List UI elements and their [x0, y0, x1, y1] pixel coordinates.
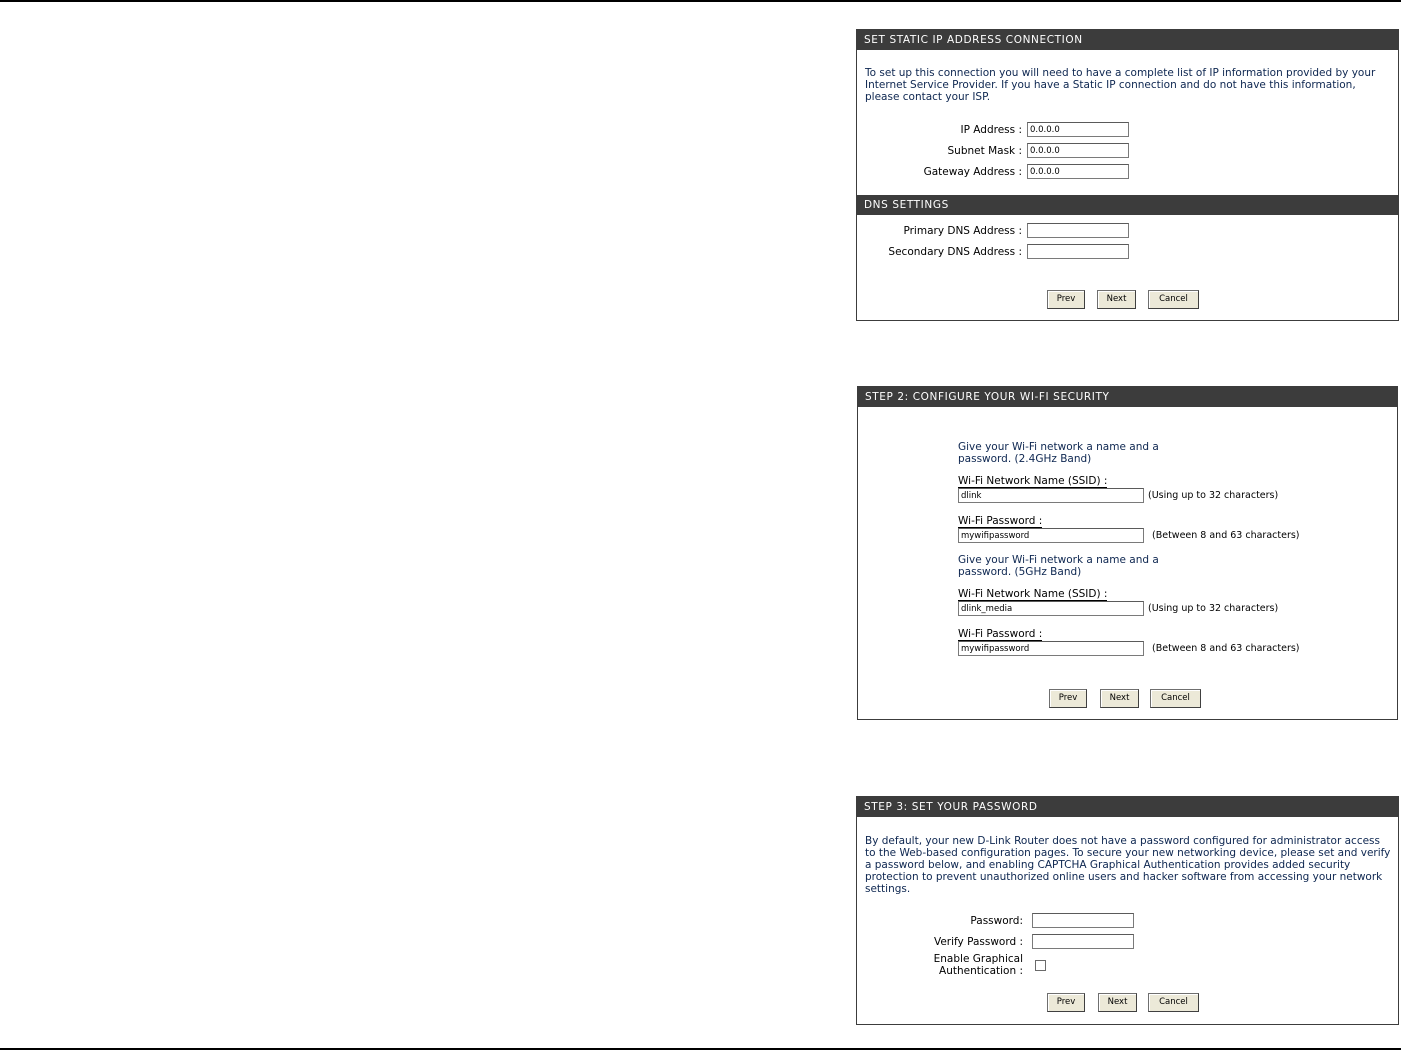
graphical-auth-label	[857, 953, 1023, 977]
cancel-button[interactable]: Cancel	[1148, 290, 1199, 309]
band1-password-hint: (Between 8 and 63 characters)	[1152, 530, 1300, 541]
band2-ssid-input[interactable]	[958, 601, 1144, 616]
ip-address-input[interactable]	[1027, 122, 1129, 137]
primary-dns-input[interactable]	[1027, 223, 1129, 238]
subnet-mask-input[interactable]	[1027, 143, 1129, 158]
prev-button[interactable]: Prev	[1049, 689, 1087, 708]
password-input[interactable]	[1032, 913, 1134, 928]
next-button[interactable]: Next	[1098, 993, 1137, 1012]
ip-address-label: IP Address :	[960, 124, 1022, 136]
band2-ssid-label: Wi-Fi Network Name (SSID) :	[958, 588, 1108, 600]
graphical-auth-checkbox[interactable]	[1035, 960, 1046, 971]
secondary-dns-input[interactable]	[1027, 244, 1129, 259]
static-ip-header: SET STATIC IP ADDRESS CONNECTION	[857, 30, 1398, 50]
band2-password-input[interactable]	[958, 641, 1144, 656]
verify-password-input[interactable]	[1032, 934, 1134, 949]
static-ip-panel	[856, 29, 1399, 321]
set-password-description: By default, your new D-Link Router does not have a password configured for administrator access to the Web-based configuration pages. To secure your new networking device, please set and verify a password below, and enabling CAPTCHA Graphical Authentication provides added security protection to prevent unauthorized online users and hacker software from accessing your network settings.	[865, 835, 1391, 895]
prev-button[interactable]: Prev	[1047, 993, 1085, 1012]
primary-dns-label: Primary DNS Address :	[903, 225, 1022, 237]
band2-password-hint: (Between 8 and 63 characters)	[1152, 643, 1300, 654]
top-rule	[0, 0, 1401, 2]
set-password-header: STEP 3: SET YOUR PASSWORD	[857, 797, 1398, 817]
static-ip-description: To set up this connection you will need to have a complete list of IP information provided by your Internet Service Provider. If you have a Static IP connection and do not have this information, please contact your ISP.	[865, 67, 1376, 103]
cancel-button[interactable]: Cancel	[1148, 993, 1199, 1012]
band2-password-label: Wi-Fi Password :	[958, 628, 1043, 640]
secondary-dns-label: Secondary DNS Address :	[888, 246, 1022, 258]
bottom-rule	[0, 1048, 1401, 1050]
band1-ssid-hint: (Using up to 32 characters)	[1148, 490, 1279, 501]
band1-password-input[interactable]	[958, 528, 1144, 543]
band1-password-label: Wi-Fi Password :	[958, 515, 1043, 527]
gateway-address-input[interactable]	[1027, 164, 1129, 179]
prev-button[interactable]: Prev	[1047, 290, 1085, 309]
wifi-security-panel	[857, 386, 1398, 720]
graphical-auth-label-line1: Enable Graphical	[933, 953, 1023, 965]
dns-settings-header: DNS SETTINGS	[857, 195, 1398, 215]
band2-intro: Give your Wi-Fi network a name and a password. (5GHz Band)	[958, 554, 1159, 578]
subnet-mask-label: Subnet Mask :	[947, 145, 1022, 157]
next-button[interactable]: Next	[1097, 290, 1136, 309]
band1-ssid-input[interactable]	[958, 488, 1144, 503]
gateway-address-label: Gateway Address :	[923, 166, 1022, 178]
password-label: Password:	[970, 915, 1023, 927]
band2-ssid-hint: (Using up to 32 characters)	[1148, 603, 1279, 614]
verify-password-label: Verify Password :	[933, 936, 1023, 948]
graphical-auth-label-line2: Authentication :	[939, 965, 1023, 977]
next-button[interactable]: Next	[1100, 689, 1139, 708]
band1-ssid-label: Wi-Fi Network Name (SSID) :	[958, 475, 1108, 487]
band1-intro: Give your Wi-Fi network a name and a password. (2.4GHz Band)	[958, 441, 1159, 465]
cancel-button[interactable]: Cancel	[1150, 689, 1201, 708]
wifi-security-header: STEP 2: CONFIGURE YOUR WI-FI SECURITY	[858, 387, 1397, 407]
set-password-panel	[856, 796, 1399, 1025]
